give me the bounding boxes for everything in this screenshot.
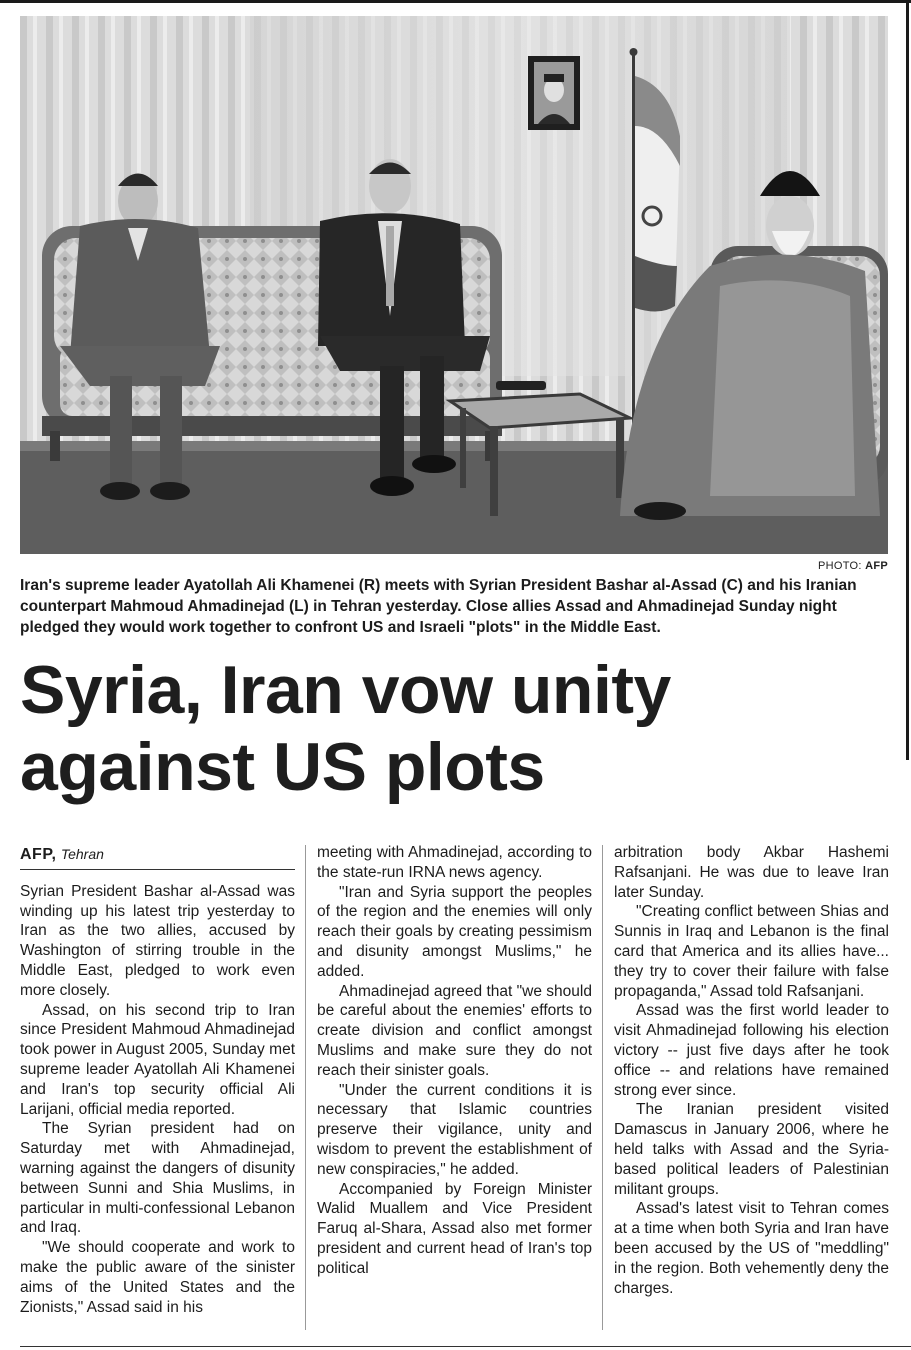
photo-credit-label: PHOTO: (817, 560, 862, 572)
article-column-3 (614, 843, 889, 1298)
paragraph: Assad was the first world leader to visit Ahmadinejad following his election victory -- just five days after he took office -- and relations have remained strong ever since. (614, 1002, 889, 1099)
byline-rule (20, 869, 295, 870)
paragraph: arbitration body Akbar Hashemi Rafsanjani. He was due to leave Iran later Sunday. (614, 844, 889, 901)
paragraph: "Creating conflict between Shias and Sunnis in Iraq and Lebanon is the final card that America and its allies have... they try to cover their failure with false propaganda," Assad told Rafsanjani. (614, 903, 889, 1000)
paragraph: meeting with Ahmadinejad, according to the state-run IRNA news agency. (317, 844, 592, 881)
photo-credit-source: AFP (865, 560, 888, 572)
top-rule (0, 0, 911, 3)
news-photo (20, 16, 888, 554)
paragraph: "Under the current conditions it is necessary that Islamic countries preserve their vigilance, unity and wisdom to prevent the establishment of new conspiracies," he added. (317, 1081, 592, 1178)
paragraph: The Iranian president visited Damascus in January 2006, where he held talks with Assad and the Syria-based political leaders of Palestinian militant groups. (614, 1101, 889, 1198)
paragraph: Accompanied by Foreign Minister Walid Muallem and Vice President Faruq al-Shara, Assad also met former president and current head of Iran's top political (317, 1180, 592, 1277)
article-column-1 (20, 845, 295, 1317)
column-divider (602, 845, 603, 1330)
article-column-2 (317, 843, 592, 1279)
photo-credit (20, 560, 888, 572)
byline-agency: AFP, (20, 846, 57, 863)
byline (20, 845, 295, 865)
paragraph: "We should cooperate and work to make the public aware of the sinister aims of the United States and the Zionists," Assad said in his (20, 1239, 295, 1316)
caption-line: pledged they would work together to confront US and Israeli "plots" in the Middle East. (20, 619, 661, 636)
column-divider (305, 845, 306, 1330)
headline (20, 652, 888, 806)
paragraph: Assad, on his second trip to Iran since President Mahmoud Ahmadinejad took power in August 2005, Sunday met supreme leader Ayatollah Ali Khamenei and Iran's top security official Ali Larijani, official media reported. (20, 1001, 295, 1118)
side-rule (906, 0, 909, 760)
caption-line: Iran's supreme leader Ayatollah Ali Khamenei (R) meets with Syrian President Bashar al-Assad (C) and his Iranian (20, 577, 857, 594)
byline-place: Tehran (60, 846, 104, 862)
paragraph: The Syrian president had on Saturday met with Ahmadinejad, warning against the dangers of disunity between Sunni and Shia Muslims, in particular in multi-confessional Lebanon and Iraq. (20, 1120, 295, 1237)
paragraph: "Iran and Syria support the peoples of the region and the enemies will only reach their goals by creating pessimism and disunity amongst Muslims," he added. (317, 883, 592, 980)
caption-line: counterpart Mahmoud Ahmadinejad (L) in Tehran yesterday. Close allies Assad and Ahmadinejad Sunday night (20, 598, 837, 615)
paragraph: Assad's latest visit to Tehran comes at a time when both Syria and Iran have been accused by the US of "meddling" in the region. Both vehemently deny the charges. (614, 1200, 889, 1297)
headline-line-1: Syria, Iran vow unity (20, 652, 671, 728)
paragraph: Syrian President Bashar al-Assad was winding up his latest trip yesterday to Iran as the two allies, accused by Washington of stirring trouble in the Middle East, pledged to work even more closely. (20, 882, 295, 999)
bottom-rule (20, 1346, 911, 1347)
paragraph: Ahmadinejad agreed that "we should be careful about the enemies' efforts to create division and conflict amongst Muslims and make sure they do not reach their sinister goals. (317, 982, 592, 1079)
headline-line-2: against US plots (20, 729, 545, 805)
photo-caption (20, 575, 888, 638)
